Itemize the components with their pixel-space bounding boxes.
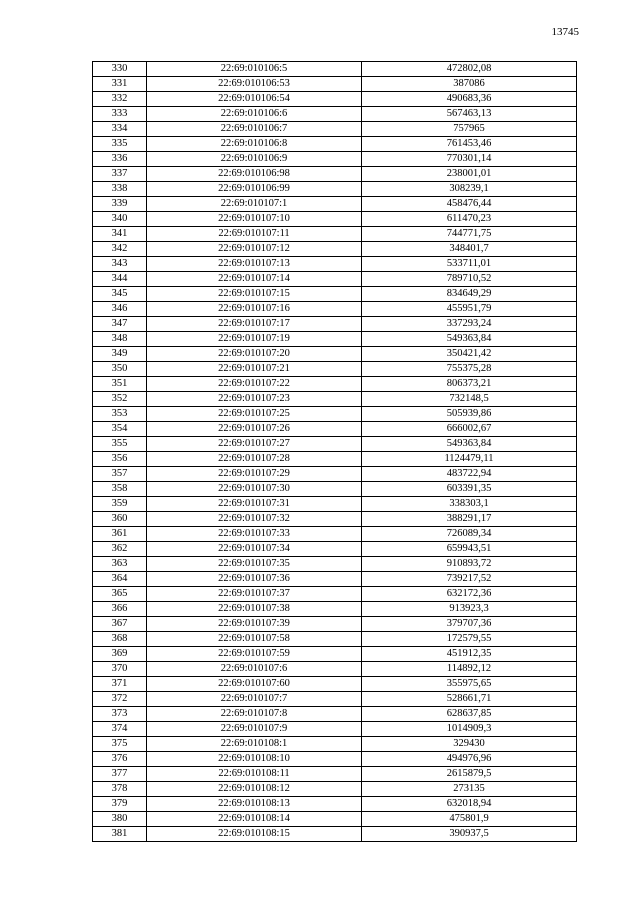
row-number-cell: 338 [93,182,147,197]
row-number-cell: 364 [93,572,147,587]
row-number-cell: 373 [93,707,147,722]
cadastral-number-cell: 22:69:010106:5 [147,62,362,77]
table-row [93,377,577,392]
cadastral-value-cell: 337293,24 [362,317,577,332]
cadastral-value-cell: 494976,96 [362,752,577,767]
cadastral-number-cell: 22:69:010107:37 [147,587,362,602]
cadastral-number-cell: 22:69:010108:13 [147,797,362,812]
table-row [93,632,577,647]
row-number-cell: 333 [93,107,147,122]
cadastral-value-cell: 338303,1 [362,497,577,512]
cadastral-number-cell: 22:69:010106:54 [147,92,362,107]
table-row [93,677,577,692]
table-row [93,422,577,437]
table-row [93,692,577,707]
cadastral-value-cell: 379707,36 [362,617,577,632]
cadastral-number-cell: 22:69:010107:33 [147,527,362,542]
table-row [93,767,577,782]
row-number-cell: 368 [93,632,147,647]
cadastral-number-cell: 22:69:010106:99 [147,182,362,197]
table-row [93,137,577,152]
cadastral-number-cell: 22:69:010107:9 [147,722,362,737]
cadastral-value-cell: 632172,36 [362,587,577,602]
cadastral-number-cell: 22:69:010107:27 [147,437,362,452]
cadastral-number-cell: 22:69:010107:22 [147,377,362,392]
row-number-cell: 346 [93,302,147,317]
cadastral-number-cell: 22:69:010107:38 [147,602,362,617]
row-number-cell: 369 [93,647,147,662]
cadastral-number-cell: 22:69:010107:59 [147,647,362,662]
cadastral-number-cell: 22:69:010106:7 [147,122,362,137]
cadastral-value-cell: 329430 [362,737,577,752]
table-row [93,812,577,827]
table-row [93,527,577,542]
cadastral-number-cell: 22:69:010108:14 [147,812,362,827]
cadastral-value-cell: 114892,12 [362,662,577,677]
cadastral-value-cell: 549363,84 [362,437,577,452]
row-number-cell: 336 [93,152,147,167]
table-row [93,62,577,77]
cadastral-value-cell: 388291,17 [362,512,577,527]
cadastral-number-cell: 22:69:010107:58 [147,632,362,647]
cadastral-value-cell: 172579,55 [362,632,577,647]
table-row [93,572,577,587]
row-number-cell: 330 [93,62,147,77]
cadastral-number-cell: 22:69:010106:53 [147,77,362,92]
table-row [93,512,577,527]
row-number-cell: 356 [93,452,147,467]
cadastral-value-cell: 528661,71 [362,692,577,707]
cadastral-value-cell: 834649,29 [362,287,577,302]
table-row [93,497,577,512]
table-row [93,782,577,797]
row-number-cell: 362 [93,542,147,557]
table-row [93,707,577,722]
cadastral-number-cell: 22:69:010108:10 [147,752,362,767]
table-row [93,482,577,497]
row-number-cell: 344 [93,272,147,287]
cadastral-value-cell: 355975,65 [362,677,577,692]
cadastral-value-cell: 472802,08 [362,62,577,77]
cadastral-number-cell: 22:69:010106:6 [147,107,362,122]
cadastral-value-cell: 273135 [362,782,577,797]
cadastral-value-cell: 1124479,11 [362,452,577,467]
table-row [93,92,577,107]
row-number-cell: 353 [93,407,147,422]
cadastral-value-cell: 475801,9 [362,812,577,827]
cadastral-value-cell: 603391,35 [362,482,577,497]
table-row [93,362,577,377]
row-number-cell: 358 [93,482,147,497]
row-number-cell: 341 [93,227,147,242]
cadastral-value-cell: 505939,86 [362,407,577,422]
cadastral-value-cell: 732148,5 [362,392,577,407]
row-number-cell: 342 [93,242,147,257]
row-number-cell: 363 [93,557,147,572]
cadastral-value-cell: 549363,84 [362,332,577,347]
cadastral-value-cell: 2615879,5 [362,767,577,782]
table-row [93,797,577,812]
cadastral-number-cell: 22:69:010107:10 [147,212,362,227]
table-row [93,662,577,677]
table-row [93,602,577,617]
cadastral-value-cell: 910893,72 [362,557,577,572]
table-row [93,827,577,842]
table-row [93,242,577,257]
cadastral-value-cell: 451912,35 [362,647,577,662]
cadastral-value-cell: 789710,52 [362,272,577,287]
cadastral-value-cell: 350421,42 [362,347,577,362]
cadastral-number-cell: 22:69:010107:21 [147,362,362,377]
table-row [93,317,577,332]
table-row [93,392,577,407]
row-number-cell: 357 [93,467,147,482]
cadastral-value-cell: 757965 [362,122,577,137]
table-row [93,257,577,272]
cadastral-number-cell: 22:69:010107:36 [147,572,362,587]
row-number-cell: 377 [93,767,147,782]
table-row [93,617,577,632]
table-row [93,107,577,122]
cadastral-number-cell: 22:69:010107:20 [147,347,362,362]
cadastral-number-cell: 22:69:010107:19 [147,332,362,347]
row-number-cell: 359 [93,497,147,512]
row-number-cell: 379 [93,797,147,812]
cadastral-number-cell: 22:69:010107:25 [147,407,362,422]
row-number-cell: 361 [93,527,147,542]
table-row [93,227,577,242]
table-row [93,287,577,302]
row-number-cell: 378 [93,782,147,797]
table-row [93,212,577,227]
cadastral-number-cell: 22:69:010107:23 [147,392,362,407]
row-number-cell: 381 [93,827,147,842]
cadastral-number-cell: 22:69:010107:30 [147,482,362,497]
cadastral-number-cell: 22:69:010107:39 [147,617,362,632]
table-row [93,647,577,662]
row-number-cell: 366 [93,602,147,617]
table-row [93,332,577,347]
cadastral-value-cell: 611470,23 [362,212,577,227]
cadastral-value-cell: 628637,85 [362,707,577,722]
cadastral-value-cell: 567463,13 [362,107,577,122]
cadastral-value-cell: 806373,21 [362,377,577,392]
cadastral-value-cell: 761453,46 [362,137,577,152]
row-number-cell: 367 [93,617,147,632]
cadastral-value-cell: 913923,3 [362,602,577,617]
cadastral-number-cell: 22:69:010107:11 [147,227,362,242]
cadastral-number-cell: 22:69:010107:32 [147,512,362,527]
cadastral-number-cell: 22:69:010107:7 [147,692,362,707]
cadastral-number-cell: 22:69:010107:13 [147,257,362,272]
row-number-cell: 340 [93,212,147,227]
cadastral-number-cell: 22:69:010107:14 [147,272,362,287]
cadastral-value-cell: 1014909,3 [362,722,577,737]
row-number-cell: 355 [93,437,147,452]
cadastral-number-cell: 22:69:010107:16 [147,302,362,317]
cadastral-value-cell: 755375,28 [362,362,577,377]
cadastral-value-cell: 666002,67 [362,422,577,437]
cadastral-number-cell: 22:69:010107:26 [147,422,362,437]
row-number-cell: 375 [93,737,147,752]
row-number-cell: 348 [93,332,147,347]
cadastral-value-cell: 739217,52 [362,572,577,587]
cadastral-value-cell: 490683,36 [362,92,577,107]
page-number: 13745 [551,26,579,38]
table-row [93,152,577,167]
table-row [93,407,577,422]
cadastral-value-cell: 726089,34 [362,527,577,542]
row-number-cell: 370 [93,662,147,677]
row-number-cell: 337 [93,167,147,182]
table-row [93,722,577,737]
row-number-cell: 349 [93,347,147,362]
table-row [93,122,577,137]
table-row [93,167,577,182]
table-row [93,272,577,287]
cadastral-value-cell: 659943,51 [362,542,577,557]
row-number-cell: 374 [93,722,147,737]
cadastral-number-cell: 22:69:010107:29 [147,467,362,482]
row-number-cell: 347 [93,317,147,332]
table-row [93,737,577,752]
cadastral-number-cell: 22:69:010108:11 [147,767,362,782]
row-number-cell: 339 [93,197,147,212]
cadastral-number-cell: 22:69:010107:15 [147,287,362,302]
cadastral-value-cell: 770301,14 [362,152,577,167]
row-number-cell: 350 [93,362,147,377]
row-number-cell: 335 [93,137,147,152]
table-row [93,197,577,212]
cadastral-value-cell: 387086 [362,77,577,92]
row-number-cell: 380 [93,812,147,827]
cadastral-number-cell: 22:69:010107:31 [147,497,362,512]
row-number-cell: 360 [93,512,147,527]
row-number-cell: 343 [93,257,147,272]
row-number-cell: 351 [93,377,147,392]
table-row [93,437,577,452]
cadastral-number-cell: 22:69:010108:15 [147,827,362,842]
table-row [93,77,577,92]
cadastral-value-cell: 308239,1 [362,182,577,197]
cadastral-value-cell: 744771,75 [362,227,577,242]
table-row [93,542,577,557]
cadastral-value-cell: 390937,5 [362,827,577,842]
row-number-cell: 352 [93,392,147,407]
cadastral-number-cell: 22:69:010107:1 [147,197,362,212]
row-number-cell: 372 [93,692,147,707]
cadastral-value-cell: 455951,79 [362,302,577,317]
cadastral-number-cell: 22:69:010107:28 [147,452,362,467]
cadastral-number-cell: 22:69:010108:12 [147,782,362,797]
cadastral-number-cell: 22:69:010107:17 [147,317,362,332]
cadastral-value-cell: 238001,01 [362,167,577,182]
cadastral-number-cell: 22:69:010107:8 [147,707,362,722]
table-body [93,62,577,842]
row-number-cell: 371 [93,677,147,692]
cadastral-value-cell: 533711,01 [362,257,577,272]
cadastral-number-cell: 22:69:010107:60 [147,677,362,692]
cadastral-number-cell: 22:69:010106:9 [147,152,362,167]
table-row [93,182,577,197]
table-row [93,302,577,317]
cadastral-number-cell: 22:69:010106:8 [147,137,362,152]
row-number-cell: 331 [93,77,147,92]
cadastral-number-cell: 22:69:010107:34 [147,542,362,557]
table-row [93,347,577,362]
cadastral-number-cell: 22:69:010107:6 [147,662,362,677]
cadastral-value-cell: 458476,44 [362,197,577,212]
cadastral-number-cell: 22:69:010107:12 [147,242,362,257]
cadastral-number-cell: 22:69:010107:35 [147,557,362,572]
row-number-cell: 376 [93,752,147,767]
row-number-cell: 334 [93,122,147,137]
row-number-cell: 345 [93,287,147,302]
cadastral-value-table [92,61,577,842]
table-row [93,467,577,482]
cadastral-number-cell: 22:69:010106:98 [147,167,362,182]
table-row [93,557,577,572]
cadastral-value-cell: 632018,94 [362,797,577,812]
cadastral-value-cell: 348401,7 [362,242,577,257]
cadastral-number-cell: 22:69:010108:1 [147,737,362,752]
table-row [93,587,577,602]
cadastral-value-cell: 483722,94 [362,467,577,482]
row-number-cell: 354 [93,422,147,437]
row-number-cell: 365 [93,587,147,602]
row-number-cell: 332 [93,92,147,107]
table-row [93,752,577,767]
table-row [93,452,577,467]
